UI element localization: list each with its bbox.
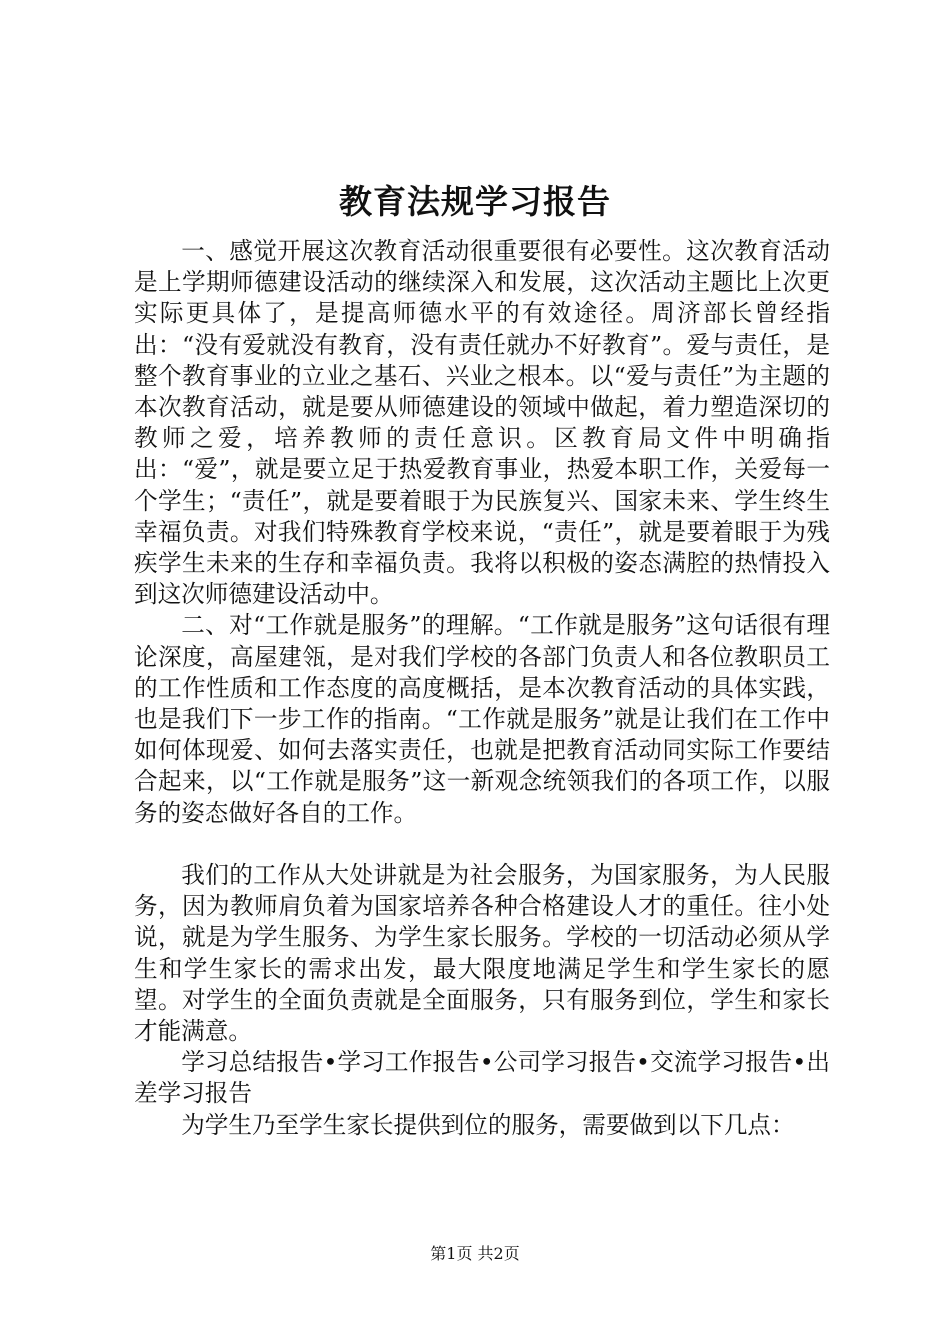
related-links[interactable]: 学习总结报告•学习工作报告•公司学习报告•交流学习报告•出差学习报告 [134,1048,830,1108]
document-body [134,236,830,1141]
paragraph-4: 为学生乃至学生家长提供到位的服务，需要做到以下几点： [181,1110,795,1139]
paragraph-1: 一、感觉开展这次教育活动很重要很有必要性。这次教育活动是上学期师德建设活动的继续深入和发展，这次活动主题比上次更实际更具体了，是提高师德水平的有效途径。周济部长曾经指出：“没有爱就没有教育，没有责任就办不好教育”。爱与责任，是整个教育事业的立业之基石、兴业之根本。以“爱与责任”为主题的本次教育活动，就是要从师德建设的领域中做起，着力塑造深切的教师之爱，培养教师的责任意识。区教育局文件中明确指出：“爱”，就是要立足于热爱教育事业，热爱本职工作，关爱每一个学生；“责任”，就是要着眼于为民族复兴、国家未来、学生终生幸福负责。对我们特殊教育学校来说，“责任”，就是要着眼于为残疾学生未来的生存和幸福负责。我将以积极的姿态满腔的热情投入到这次师德建设活动中。 [134,237,830,609]
paragraph-3: 我们的工作从大处讲就是为社会服务，为国家服务，为人民服务，因为教师肩负着为国家培养各种合格建设人才的重任。往小处说，就是为学生服务、为学生家长服务。学校的一切活动必须从学生和学生家长的需求出发，最大限度地满足学生和学生家长的愿望。对学生的全面负责就是全面服务，只有服务到位，学生和家长才能满意。 [134,861,830,1046]
document-title: 教育法规学习报告 [339,182,611,221]
paragraph-2: 二、对“工作就是服务”的理解。“工作就是服务”这句话很有理论深度，高屋建瓴，是对我们学校的各部门负责人和各位教职员工的工作性质和工作态度的高度概括，是本次教育活动的具体实践，也是我们下一步工作的指南。“工作就是服务”就是让我们在工作中如何体现爱、如何去落实责任，也就是把教育活动同实际工作要结合起来，以“工作就是服务”这一新观念统领我们的各项工作，以服务的姿态做好各自的工作。 [134,611,830,827]
paragraph-spacer [134,829,830,860]
page-number-footer: 第1页 共2页 [430,1244,520,1263]
